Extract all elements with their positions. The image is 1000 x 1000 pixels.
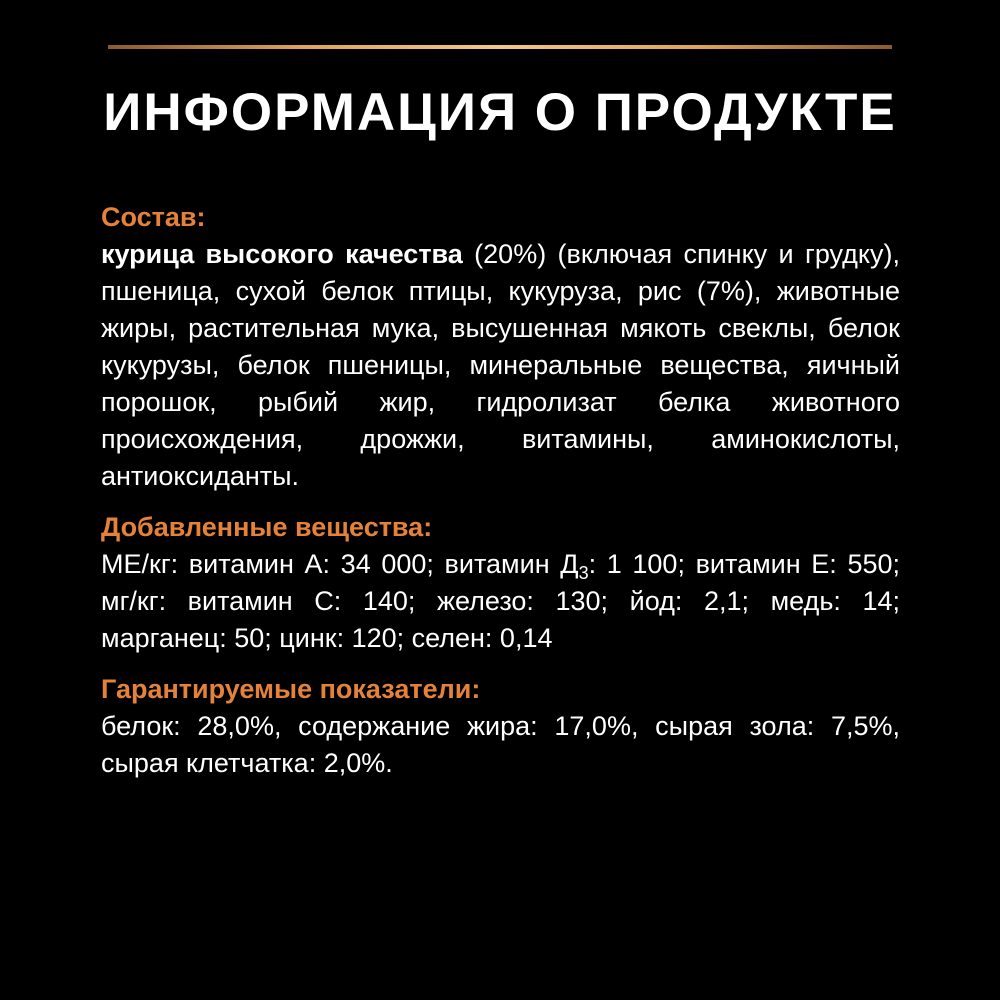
composition-bold-lead: курица высокого качества bbox=[101, 239, 463, 269]
gold-divider bbox=[108, 45, 892, 49]
additives-text-end: : 1 100; витамин Е: 550; мг/кг: витамин С: 140; железо: 130; йод: 2,1; медь: 14; марганец: 50; цинк: 120; селен: 0,14 bbox=[101, 549, 901, 653]
composition-ingredients: (20%) (включая спинку и грудку), пшеница, сухой белок птицы, кукуруза, рис (7%), животные жиры, растительная мука, высушенная мякоть свеклы, белок кукурузы, белок пшеницы, минеральные вещества, яичный порошок, рыбий жир, гидролизат белка животного происхождения, дрожжи, витамины, аминокислоты, антиоксиданты. bbox=[101, 239, 900, 491]
vitamin-d-subscript: 3 bbox=[578, 563, 589, 583]
guaranteed-heading: Гарантируемые показатели: bbox=[101, 674, 481, 704]
additives-section bbox=[101, 509, 900, 657]
product-info-content bbox=[101, 199, 900, 796]
additives-text-start: МЕ/кг: витамин А: 34 000; витамин Д bbox=[101, 549, 579, 579]
composition-section bbox=[101, 199, 900, 495]
additives-text bbox=[101, 546, 900, 657]
composition-text bbox=[101, 236, 900, 495]
composition-heading: Состав: bbox=[101, 202, 206, 232]
additives-heading: Добавленные вещества: bbox=[101, 512, 433, 542]
guaranteed-section bbox=[101, 671, 900, 782]
page-title: ИНФОРМАЦИЯ О ПРОДУКТЕ bbox=[103, 83, 897, 142]
guaranteed-text: белок: 28,0%, содержание жира: 17,0%, сырая зола: 7,5%, сырая клетчатка: 2,0%. bbox=[101, 711, 900, 778]
